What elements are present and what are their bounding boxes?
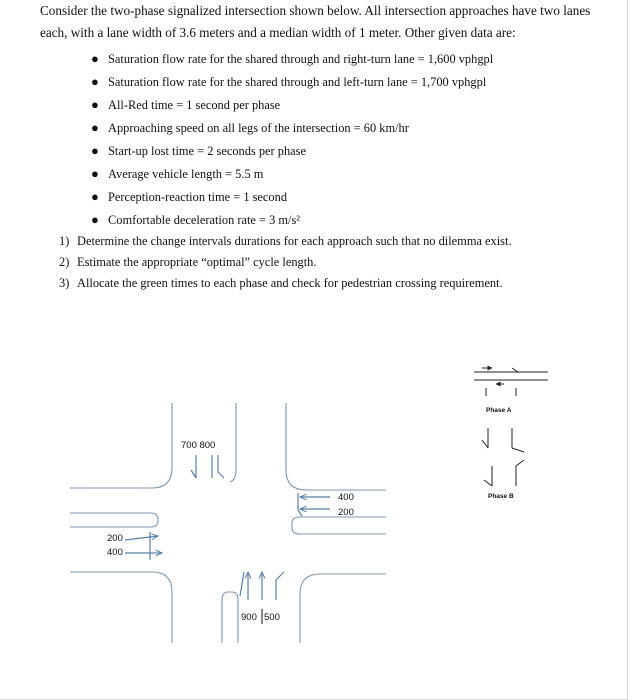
phase-b-label: Phase B [488, 493, 514, 500]
east-arrows [298, 493, 330, 516]
north-arrows [191, 455, 224, 478]
question-item: 2) Estimate the appropriate “optimal” cycle length. [59, 255, 317, 269]
bullet-icon: ● [91, 212, 99, 227]
west-volume-bottom: 400 [107, 547, 123, 558]
bullet-icon: ● [91, 143, 99, 158]
bullet-icon: ● [91, 51, 99, 66]
intro-paragraph: Consider the two-phase signalized intersection shown below. All intersection approaches have two lanes each, with a lane width of 3.6 meters and a median width of 1 meter. Other given data are: [40, 3, 591, 40]
south-volume-left: 900 [241, 612, 257, 623]
bullet-icon: ● [91, 74, 99, 89]
west-volume-top: 200 [107, 533, 123, 544]
south-arrows [240, 572, 284, 600]
phase-a-diagram [474, 368, 548, 396]
north-volumes: 700 800 [181, 440, 216, 451]
bullet-icon: ● [91, 166, 99, 181]
west-arrows [125, 532, 162, 560]
bullet-icon: ● [91, 120, 99, 135]
phase-a-label: Phase A [486, 407, 512, 414]
phase-b-diagram [482, 428, 524, 486]
south-volume-right: 500 [264, 612, 280, 623]
bullet-icon: ● [91, 189, 99, 204]
question-item: 1) Determine the change intervals durations for each approach such that no dilemma exist. [59, 234, 512, 248]
road-edges [70, 403, 386, 643]
east-volume-bottom: 200 [338, 507, 354, 518]
bullet-icon: ● [91, 97, 99, 112]
question-item: 3) Allocate the green times to each phase and check for pedestrian crossing requirement. [59, 276, 503, 290]
east-volume-top: 400 [338, 492, 354, 503]
